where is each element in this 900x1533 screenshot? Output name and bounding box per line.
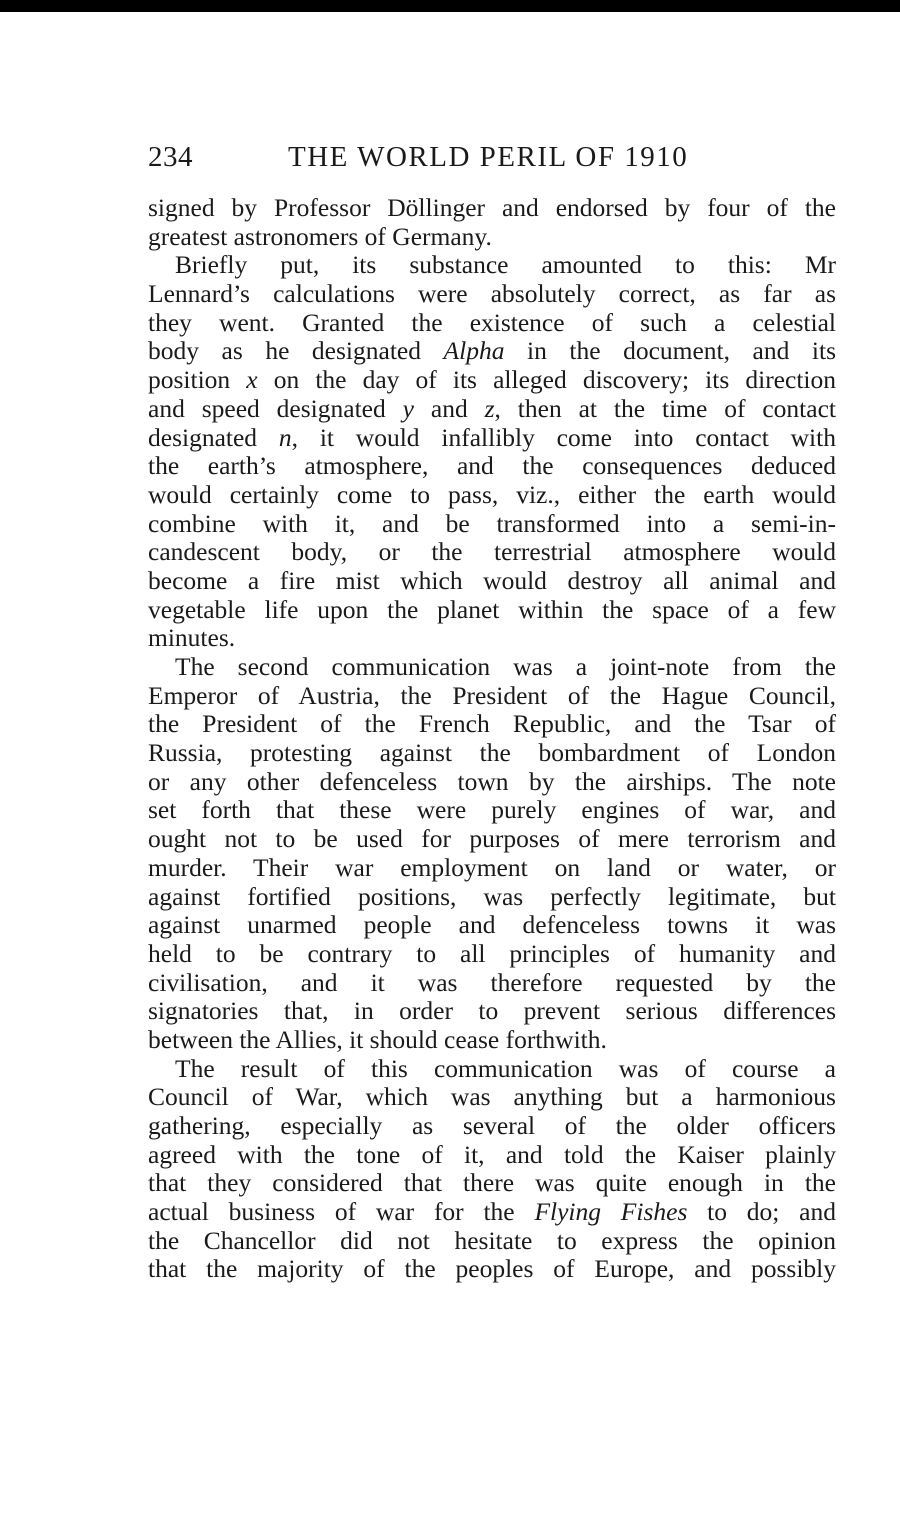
text-line: Briefly put, its substance amounted to this: Mr	[175, 250, 836, 280]
text-run: to do; and	[687, 1197, 836, 1227]
text-run: , it would infallibly come into contact with	[291, 422, 836, 452]
scan-top-border	[0, 0, 900, 12]
text-line: between the Allies, it should cease forthwith.	[148, 1024, 607, 1054]
text-line: civilisation, and it was therefore requested by the	[148, 967, 836, 997]
text-line	[148, 395, 836, 424]
text-line: agreed with the tone of it, and told the Kaiser plainly	[148, 1139, 836, 1169]
text-line: against unarmed people and defenceless towns it was	[148, 910, 836, 940]
text-line: vegetable life upon the planet within the space of a few	[148, 594, 836, 624]
text-line	[148, 424, 836, 453]
text-line: The result of this communication was of course a	[175, 1053, 836, 1083]
text-line	[148, 337, 836, 366]
italic-run: z	[484, 393, 495, 423]
text-line: combine with it, and be transformed into a semi-in-	[148, 508, 836, 538]
text-line: the earth’s atmosphere, and the consequences deduced	[148, 451, 836, 481]
italic-run: Alpha	[443, 336, 505, 366]
text-run: position	[148, 365, 247, 395]
text-run: in the document, and its	[504, 336, 836, 366]
text-line: that they considered that there was quite enough in the	[148, 1168, 836, 1198]
text-run: actual business of war for the	[148, 1197, 535, 1227]
page-header	[148, 137, 838, 177]
text-run: and	[413, 393, 485, 423]
text-run: designated	[148, 422, 279, 452]
text-line: candescent body, or the terrestrial atmosphere would	[148, 537, 836, 567]
text-line: or any other defenceless town by the airships. The note	[148, 766, 836, 796]
italic-run: y	[402, 393, 414, 423]
text-line: would certainly come to pass, viz., either the earth would	[148, 479, 836, 509]
text-line: greatest astronomers of Germany.	[148, 221, 492, 251]
italic-run: x	[246, 365, 258, 395]
text-line: The second communication was a joint-note from the	[175, 652, 836, 681]
text-line: Russia, protesting against the bombardment of London	[148, 738, 836, 768]
text-line: they went. Granted the existence of such a celestial	[148, 307, 836, 337]
text-line: Lennard’s calculations were absolutely correct, as far as	[148, 279, 836, 309]
text-line: against fortified positions, was perfectly legitimate, but	[148, 881, 836, 911]
italic-run: n	[278, 422, 292, 452]
text-line: ought not to be used for purposes of mere terrorism and	[148, 824, 836, 854]
text-run: body as he designated	[148, 336, 444, 366]
text-line: gathering, especially as several of the older officers	[148, 1111, 836, 1140]
text-line: Emperor of Austria, the President of the Hague Council,	[148, 680, 836, 710]
running-title: THE WORLD PERIL OF 1910	[288, 141, 689, 173]
text-line: the Chancellor did not hesitate to express the opinion	[148, 1225, 836, 1255]
body-text	[148, 194, 836, 1284]
text-line: murder. Their war employment on land or water, or	[148, 852, 836, 882]
text-line: set forth that these were purely engines of war, and	[148, 795, 836, 825]
text-line: the President of the French Republic, and the Tsar of	[148, 709, 836, 739]
text-line	[148, 1198, 836, 1227]
text-run: on the day of its alleged discovery; its direction	[257, 365, 836, 395]
text-line: minutes.	[148, 623, 236, 653]
text-line: signed by Professor Döllinger and endorsed by four of the	[148, 193, 836, 222]
text-line: signatories that, in order to prevent serious differences	[148, 996, 836, 1026]
italic-run: Flying Fishes	[534, 1197, 688, 1227]
page-number: 234	[148, 141, 193, 173]
text-run: and speed designated	[148, 393, 403, 423]
text-run: , then at the time of contact	[494, 393, 836, 423]
text-line: become a fire mist which would destroy all animal and	[148, 565, 836, 595]
text-line: that the majority of the peoples of Europe, and possibly	[148, 1254, 836, 1284]
text-line: held to be contrary to all principles of humanity and	[148, 938, 836, 968]
text-line	[148, 366, 836, 395]
text-line: Council of War, which was anything but a harmonious	[148, 1082, 836, 1112]
